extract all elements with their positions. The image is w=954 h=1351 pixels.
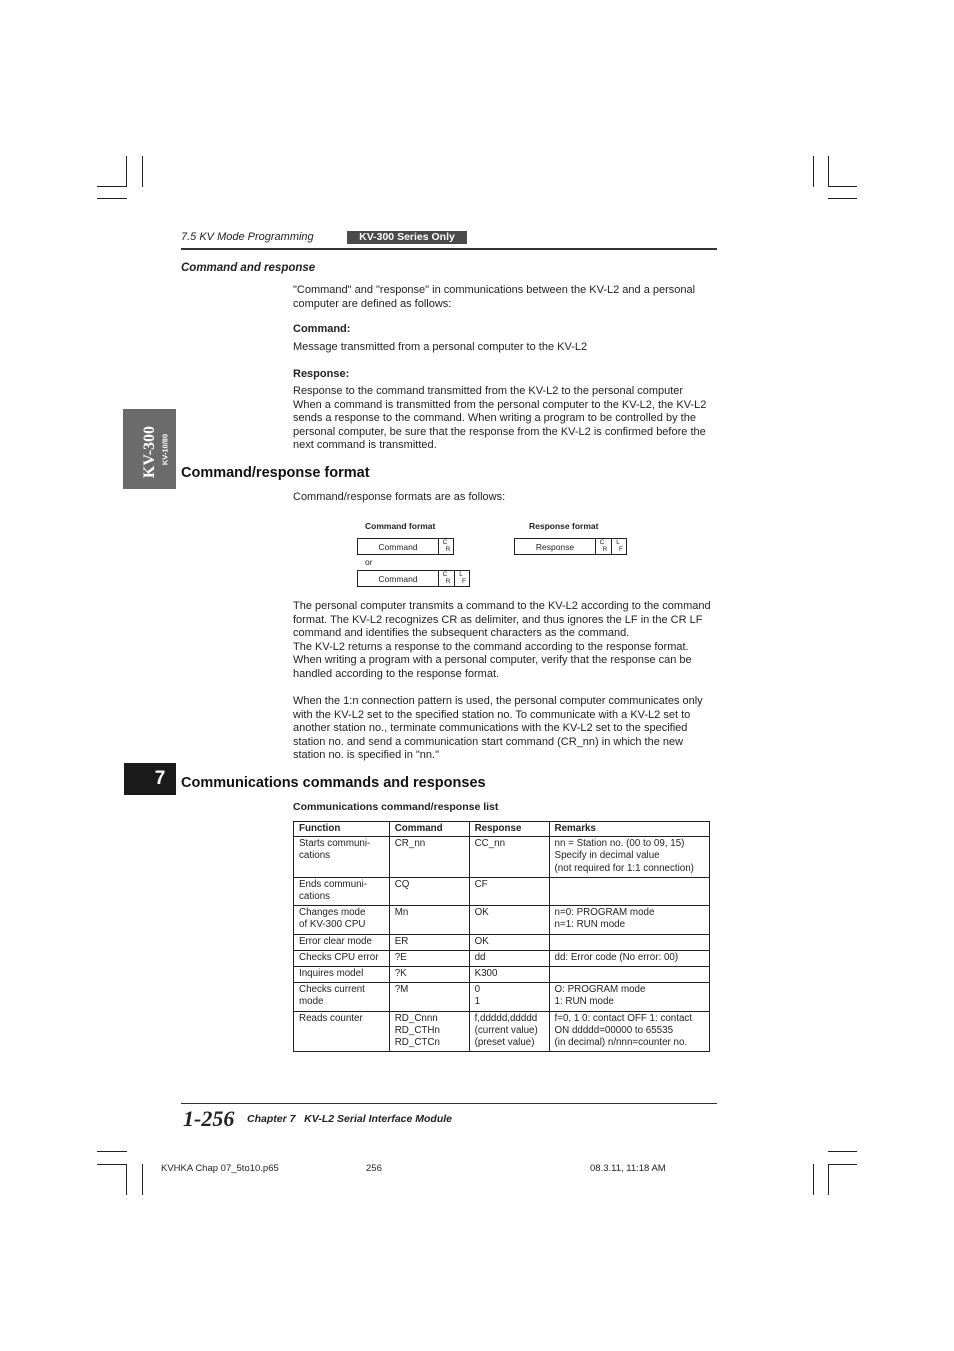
cr-c: C <box>442 571 448 578</box>
crop-mark <box>142 1164 143 1195</box>
table-cell: Reads counter <box>294 1011 390 1052</box>
response-box-label: Response <box>535 542 575 552</box>
response-label: Response: <box>293 368 350 380</box>
table-row <box>294 950 710 966</box>
table-row <box>294 983 710 1011</box>
cr-r: R <box>602 546 608 553</box>
command-box-label: Command <box>378 542 418 552</box>
crop-mark <box>97 198 127 199</box>
crop-mark <box>142 156 143 187</box>
table-cell: OK <box>469 934 549 950</box>
lf-f: F <box>462 578 466 585</box>
format-paragraph-1: The personal computer transmits a command to the KV-L2 according to the command format. The KV-L2 recognizes CR as delimiter, and thus ignores the LF in the CR LF command and identifies the subsequent characters as the command. The KV-L2 returns a response to the command according to the response format. When writing a program with a personal computer, verify that the response can be handled according to the response format. <box>293 600 711 680</box>
table-cell: Changes mode of KV-300 CPU <box>294 906 390 934</box>
crop-mark <box>813 1164 814 1195</box>
table-row <box>294 934 710 950</box>
format-heading: Command/response format <box>181 465 370 481</box>
lf-l: L <box>459 571 463 578</box>
table-cell: RD_Cnnn RD_CTHn RD_CTCn <box>389 1011 469 1052</box>
table-cell: Checks current mode <box>294 983 390 1011</box>
command-box-cr <box>357 538 454 555</box>
command-box-label: Command <box>378 574 418 584</box>
column-header: Command <box>389 822 469 837</box>
table-cell: ?E <box>389 950 469 966</box>
footer-chapter: Chapter 7 KV-L2 Serial Interface Module <box>247 1113 452 1125</box>
table-cell: CC_nn <box>469 837 549 878</box>
table-cell: CF <box>469 877 549 905</box>
crop-mark <box>97 1164 127 1165</box>
table-cell: Checks CPU error <box>294 950 390 966</box>
field-divider <box>438 539 439 554</box>
crop-mark <box>828 156 829 187</box>
table-cell: dd <box>469 950 549 966</box>
command-format-title: Command format <box>365 521 436 531</box>
crop-mark <box>97 1151 127 1152</box>
crop-mark <box>126 1164 127 1195</box>
field-divider <box>438 571 439 586</box>
table-cell: Inquires model <box>294 967 390 983</box>
table-cell: CR_nn <box>389 837 469 878</box>
header-section: 7.5 KV Mode Programming <box>181 231 314 243</box>
table-cell: 0 1 <box>469 983 549 1011</box>
cmd-resp-intro: "Command" and "response" in communications between the KV-L2 and a personal computer are defined as follows: <box>293 284 696 310</box>
side-tab-main: KV-300 <box>141 425 158 479</box>
response-box <box>514 538 627 555</box>
cr-r: R <box>445 546 451 553</box>
table-cell: ?M <box>389 983 469 1011</box>
page-number: 1-256 <box>183 1106 235 1131</box>
table-cell <box>549 934 709 950</box>
side-tab-sub: KV-10/80 <box>160 433 170 466</box>
print-page: 256 <box>366 1163 382 1174</box>
crop-mark <box>828 198 857 199</box>
print-file: KVHKA Chap 07_5to10.p65 <box>161 1163 279 1174</box>
table-cell: dd: Error code (No error: 00) <box>549 950 709 966</box>
command-response-table <box>293 821 710 1052</box>
field-divider <box>595 539 596 554</box>
cr-r: R <box>445 578 451 585</box>
format-paragraph-2: When the 1:n connection pattern is used, the personal computer communicates only with the KV-L2 set to the specified station no. To communicate with a KV-L2 set to another station no., terminate communications with the KV-L2 set to the specified station no. and send a communication start command (CR_nn) in which the new station no. is specified in "nn." <box>293 695 703 762</box>
chapter-tab-number: 7 <box>154 768 166 789</box>
lf-f: F <box>619 546 623 553</box>
table-row <box>294 906 710 934</box>
chapter-tab <box>124 763 176 795</box>
table-cell: K300 <box>469 967 549 983</box>
table-cell: O: PROGRAM mode 1: RUN mode <box>549 983 709 1011</box>
response-text: Response to the command transmitted from the KV-L2 to the personal computer When a command is transmitted from the personal computer to the KV-L2, the KV-L2 sends a response to the command. When writing a program to be controlled by the personal computer, be sure that the response from the KV-L2 is confirmed before the next command is transmitted. <box>293 385 707 452</box>
command-box-crlf <box>357 570 470 587</box>
table-cell: f=0, 1 0: contact OFF 1: contact ON ddddd=00000 to 65535 (in decimal) n/nnn=counter no. <box>549 1011 709 1052</box>
table-cell: Mn <box>389 906 469 934</box>
cmd-resp-heading: Command and response <box>181 262 316 274</box>
crop-mark <box>813 156 814 187</box>
table-cell: Error clear mode <box>294 934 390 950</box>
column-header: Remarks <box>549 822 709 837</box>
table-row <box>294 1011 710 1052</box>
crop-mark <box>828 1164 857 1165</box>
comm-heading: Communications commands and responses <box>181 775 486 791</box>
crop-mark <box>126 156 127 187</box>
table-cell: n=0: PROGRAM mode n=1: RUN mode <box>549 906 709 934</box>
column-header: Function <box>294 822 390 837</box>
command-label: Command: <box>293 323 351 335</box>
header-rule <box>181 248 717 250</box>
table-cell: CQ <box>389 877 469 905</box>
table-row <box>294 877 710 905</box>
command-text: Message transmitted from a personal computer to the KV-L2 <box>293 341 588 353</box>
table-cell: nn = Station no. (00 to 09, 15) Specify in decimal value (not required for 1:1 connection) <box>549 837 709 878</box>
table-row <box>294 967 710 983</box>
lf-l: L <box>616 539 620 546</box>
side-tab <box>123 409 176 489</box>
table-header-row <box>294 822 710 837</box>
field-divider <box>611 539 612 554</box>
format-intro: Command/response formats are as follows: <box>293 491 506 503</box>
footer-rule <box>181 1103 717 1104</box>
cr-c: C <box>442 539 448 546</box>
table-cell: ER <box>389 934 469 950</box>
print-date: 08.3.11, 11:18 AM <box>590 1163 666 1174</box>
table-cell <box>549 877 709 905</box>
crop-mark <box>97 186 127 187</box>
table-cell: Ends communi- cations <box>294 877 390 905</box>
table-cell: f,ddddd,ddddd (current value) (preset value) <box>469 1011 549 1052</box>
crop-mark <box>828 1151 857 1152</box>
comm-list-title: Communications command/response list <box>293 801 499 813</box>
column-header: Response <box>469 822 549 837</box>
table-cell: ?K <box>389 967 469 983</box>
table-row <box>294 837 710 878</box>
crop-mark <box>828 1164 829 1195</box>
table-cell: OK <box>469 906 549 934</box>
or-label: or <box>365 557 373 567</box>
field-divider <box>454 571 455 586</box>
response-format-title: Response format <box>529 521 599 531</box>
cr-c: C <box>599 539 605 546</box>
table-cell <box>549 967 709 983</box>
crop-mark <box>828 186 857 187</box>
series-badge: KV-300 Series Only <box>347 231 467 244</box>
table-cell: Starts communi- cations <box>294 837 390 878</box>
